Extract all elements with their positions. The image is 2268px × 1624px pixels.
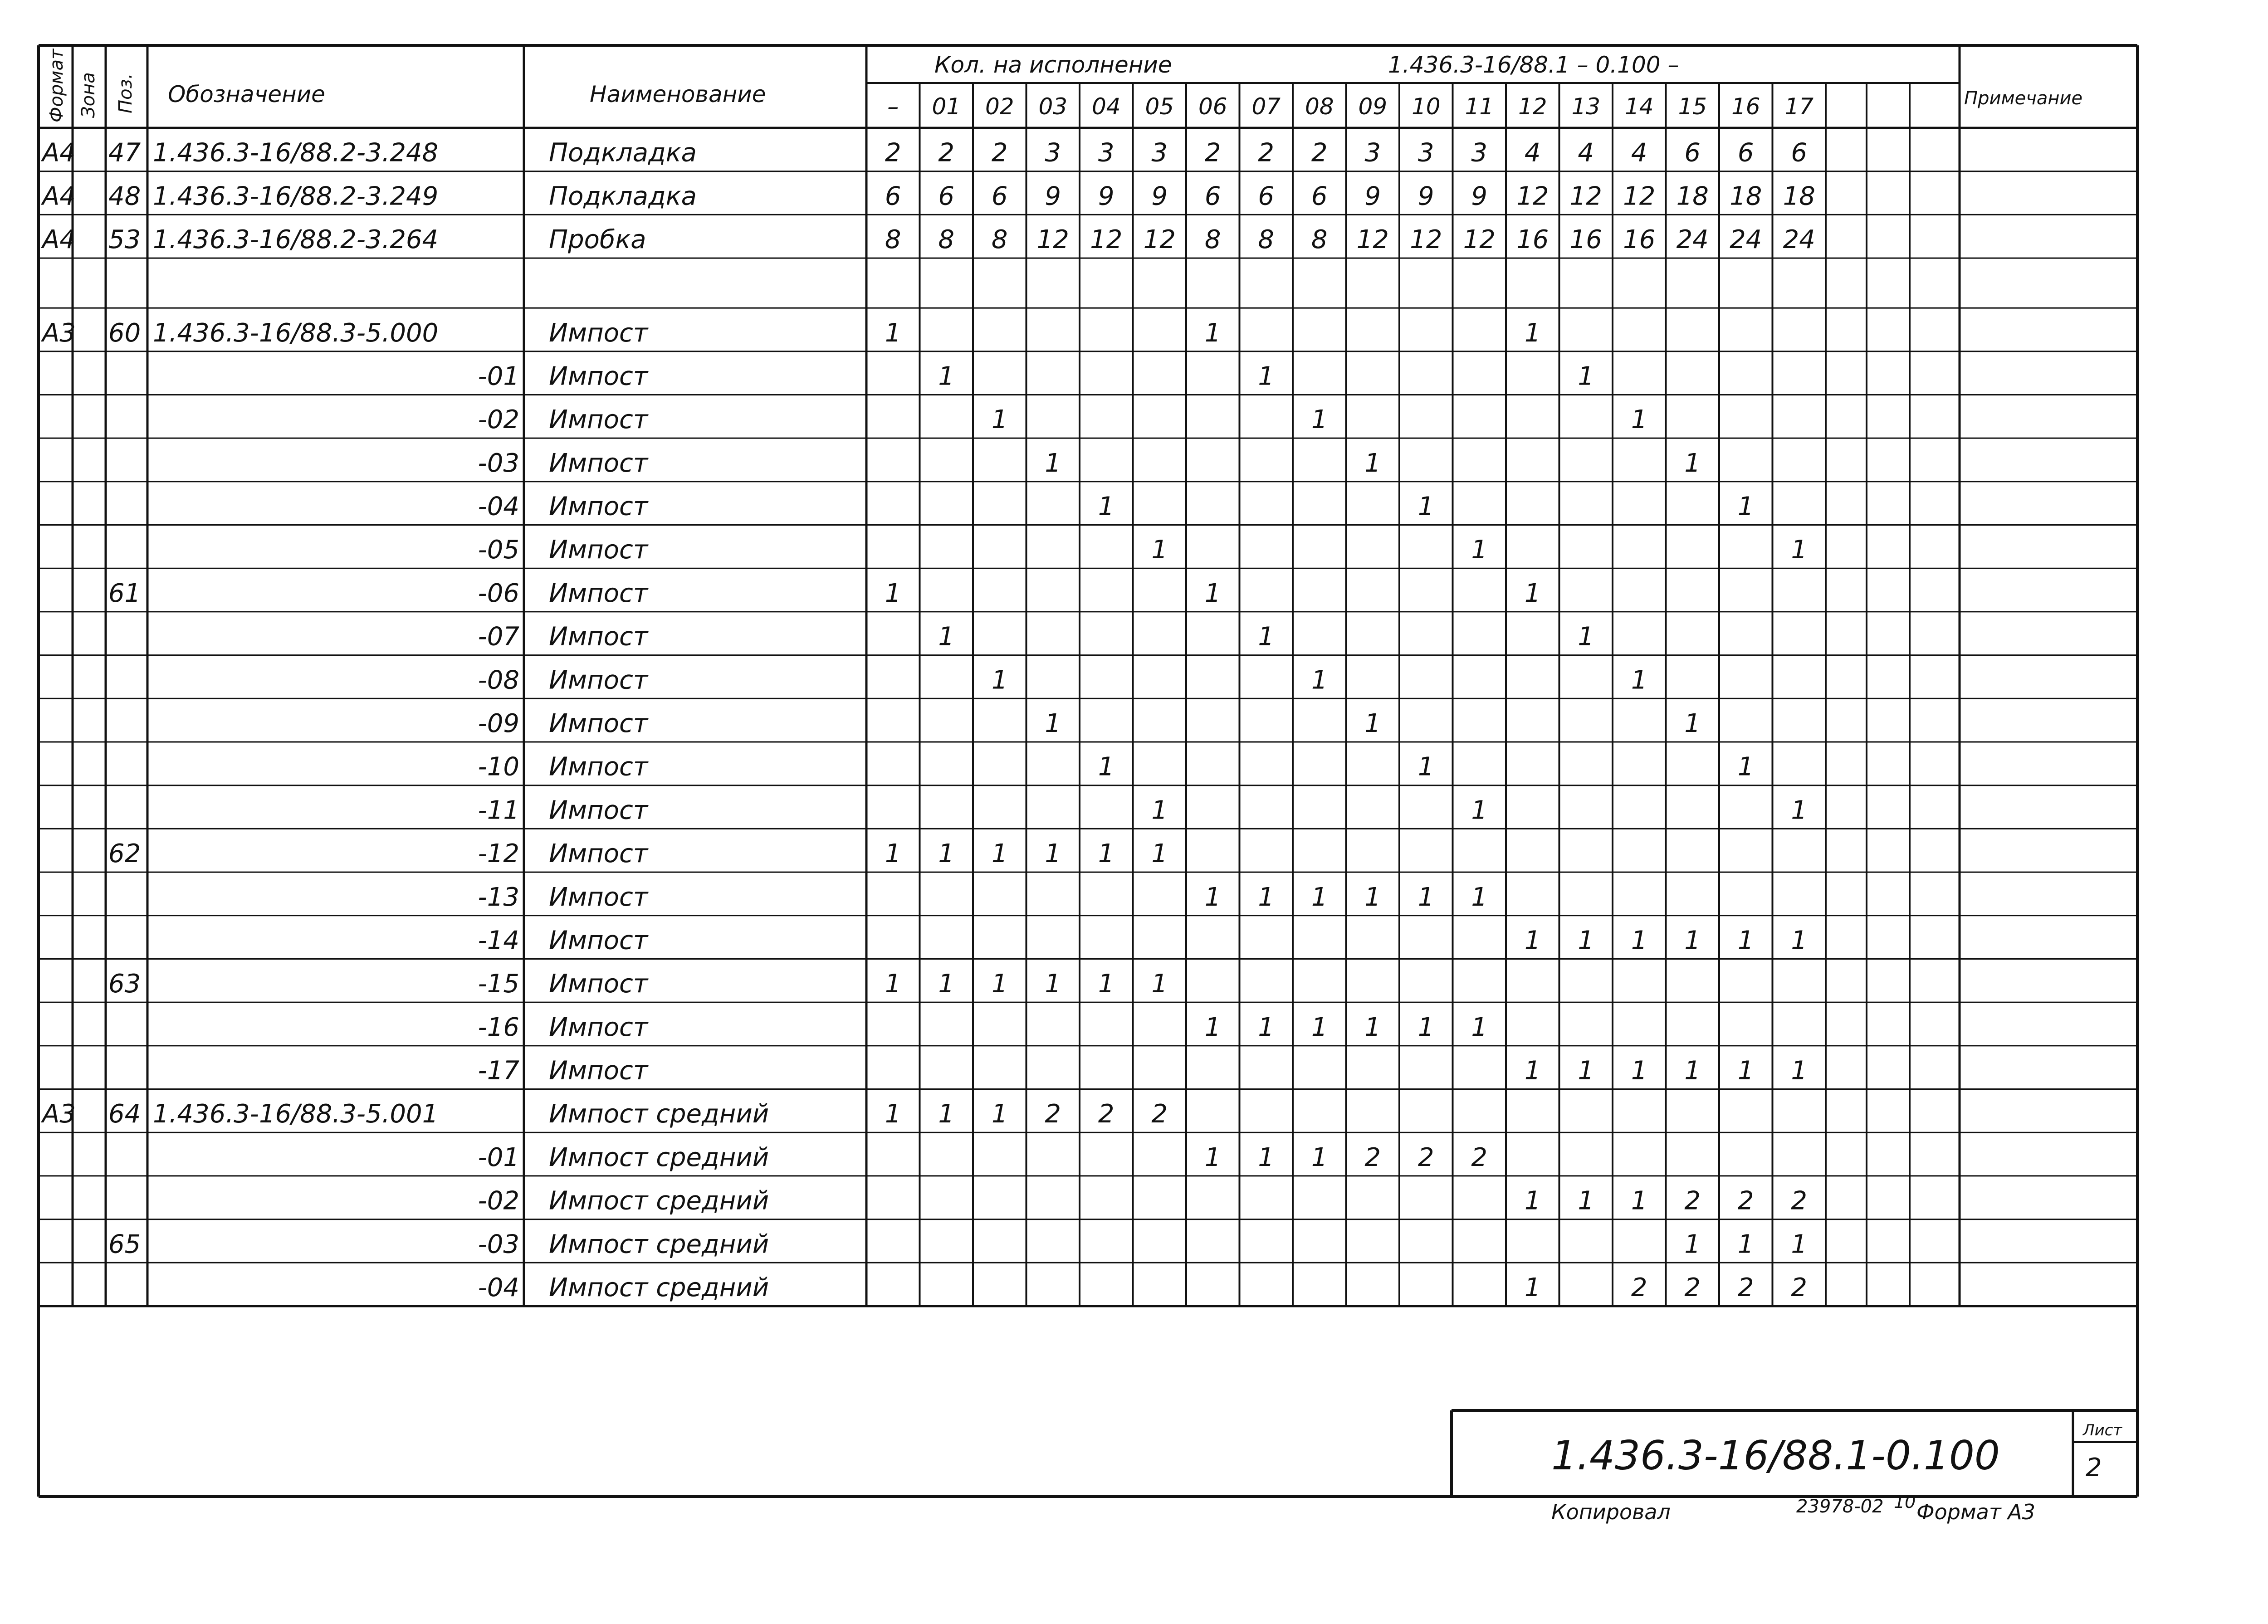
row-name: Импост	[549, 969, 648, 999]
row-qty-cell: 1	[885, 578, 901, 608]
row-designation: -03	[478, 448, 519, 478]
row-qty-cell: 9	[1364, 181, 1381, 211]
row-pos: 47	[108, 138, 141, 168]
row-qty-cell: 1	[1631, 405, 1647, 435]
row-pos: 48	[108, 181, 141, 211]
row-qty-cell: 1	[1471, 882, 1488, 912]
table-row	[478, 883, 1488, 912]
row-qty-cell: 1	[1578, 361, 1594, 391]
row-qty-cell: 24	[1676, 225, 1709, 255]
row-name: Импост	[549, 752, 648, 782]
row-qty-cell: 2	[1311, 138, 1328, 168]
row-qty-cell: 1	[1311, 665, 1328, 695]
table-row	[108, 839, 1168, 868]
row-designation: -15	[478, 969, 519, 999]
row-qty-cell: 9	[1098, 181, 1114, 211]
row-designation: -04	[478, 1273, 519, 1302]
row-designation: -07	[478, 622, 519, 652]
row-qty-cell: 1	[1098, 969, 1114, 999]
row-qty-cell: 1	[1098, 752, 1114, 782]
row-qty-cell: 1	[1684, 448, 1701, 478]
header-designation: Обозначение	[168, 81, 325, 107]
row-name: Импост средний	[549, 1229, 769, 1259]
row-name: Импост средний	[549, 1186, 769, 1216]
row-qty-cell: 1	[1631, 665, 1647, 695]
row-qty-cell: 2	[1364, 1142, 1381, 1172]
table-row	[478, 1013, 1488, 1042]
variant-header-3: 03	[1038, 93, 1068, 120]
row-name: Импост	[549, 1012, 648, 1042]
row-qty-cell: 1	[1204, 578, 1221, 608]
row-format: А4	[42, 181, 76, 211]
row-qty-cell: 1	[1578, 622, 1594, 652]
row-qty-cell: 1	[1151, 535, 1168, 565]
row-designation: -01	[478, 1142, 519, 1172]
row-name: Импост	[549, 926, 648, 956]
row-qty-cell: 1	[938, 361, 955, 391]
row-pos: 60	[108, 318, 141, 348]
row-name: Импост	[549, 665, 648, 695]
table-row	[478, 1056, 1808, 1086]
table-row	[478, 1186, 1808, 1216]
row-qty-cell: 4	[1631, 138, 1647, 168]
row-designation: -12	[478, 839, 519, 869]
row-qty-cell: 1	[991, 1099, 1008, 1129]
row-qty-cell: 2	[1045, 1099, 1061, 1129]
row-qty-cell: 1	[1578, 926, 1594, 956]
table-row	[478, 709, 1701, 738]
row-qty-cell: 6	[1311, 181, 1328, 211]
row-designation: 1.436.3-16/88.3-5.001	[153, 1099, 439, 1129]
row-qty-cell: 1	[1311, 1142, 1328, 1172]
row-pos: 62	[108, 839, 141, 869]
row-qty-cell: 12	[1569, 181, 1602, 211]
row-qty-cell: 1	[938, 622, 955, 652]
footer-order: 23978-02	[1796, 1496, 1884, 1517]
row-qty-cell: 1	[1737, 492, 1754, 522]
row-qty-cell: 2	[1684, 1186, 1701, 1216]
row-qty-cell: 8	[991, 225, 1008, 255]
table-row	[108, 579, 1541, 608]
row-qty-cell: 6	[938, 181, 955, 211]
row-qty-cell: 16	[1569, 225, 1602, 255]
row-qty-cell: 9	[1471, 181, 1488, 211]
row-qty-cell: 1	[885, 839, 901, 869]
row-designation: -14	[478, 926, 519, 956]
row-qty-cell: 1	[1418, 492, 1434, 522]
row-qty-cell: 1	[1045, 969, 1061, 999]
row-qty-cell: 8	[885, 225, 901, 255]
variant-header-15: 15	[1678, 93, 1707, 120]
row-qty-cell: 9	[1045, 181, 1061, 211]
variant-header-14: 14	[1624, 93, 1654, 120]
row-qty-cell: 1	[1578, 1186, 1594, 1216]
variant-header-16: 16	[1731, 93, 1760, 120]
row-qty-cell: 1	[1311, 1012, 1328, 1042]
row-qty-cell: 1	[991, 839, 1008, 869]
row-qty-cell: 1	[1471, 1012, 1488, 1042]
variant-header-9: 09	[1358, 93, 1388, 120]
table-row	[41, 181, 1815, 211]
row-designation: -02	[478, 1186, 519, 1216]
row-qty-cell: 6	[1684, 138, 1701, 168]
row-qty-cell: 3	[1418, 138, 1434, 168]
row-qty-cell: 1	[1737, 1229, 1754, 1259]
row-qty-cell: 6	[885, 181, 901, 211]
row-qty-cell: 12	[1356, 225, 1389, 255]
table-row	[478, 361, 1594, 391]
header-zone: Зона	[78, 72, 99, 118]
row-qty-cell: 1	[1791, 926, 1808, 956]
row-name: Импост	[549, 448, 648, 478]
row-qty-cell: 1	[1631, 1056, 1647, 1086]
variant-header-8: 08	[1305, 93, 1334, 120]
row-name: Импост	[549, 535, 648, 565]
row-qty-cell: 2	[991, 138, 1008, 168]
row-designation: -01	[478, 361, 519, 391]
table-row	[108, 969, 1168, 999]
row-name: Импост	[549, 709, 648, 738]
table-row	[41, 225, 1815, 254]
row-qty-cell: 1	[991, 405, 1008, 435]
row-designation: -16	[478, 1012, 519, 1042]
row-qty-cell: 1	[1045, 839, 1061, 869]
row-qty-cell: 1	[1258, 622, 1275, 652]
row-qty-cell: 1	[1471, 535, 1488, 565]
row-qty-cell: 2	[938, 138, 955, 168]
table-row	[478, 492, 1754, 522]
row-qty-cell: 18	[1783, 181, 1815, 211]
row-designation: -02	[478, 405, 519, 435]
row-qty-cell: 1	[938, 839, 955, 869]
table-row	[478, 535, 1808, 565]
row-qty-cell: 2	[885, 138, 901, 168]
row-qty-cell: 2	[1418, 1142, 1434, 1172]
row-qty-cell: 6	[1258, 181, 1275, 211]
row-qty-cell: 1	[938, 1099, 955, 1129]
row-name: Импост	[549, 1056, 648, 1086]
row-qty-cell: 6	[1791, 138, 1808, 168]
row-format: А3	[42, 318, 76, 348]
row-name: Импост средний	[549, 1099, 769, 1129]
row-qty-cell: 3	[1364, 138, 1381, 168]
row-qty-cell: 1	[1524, 926, 1541, 956]
row-designation: -13	[478, 882, 519, 912]
row-qty-cell: 1	[1684, 709, 1701, 738]
table-row	[478, 795, 1808, 825]
row-qty-cell: 1	[1524, 1186, 1541, 1216]
row-qty-cell: 1	[1204, 1012, 1221, 1042]
row-designation: -08	[478, 665, 519, 695]
table-row	[478, 665, 1647, 695]
row-qty-cell: 1	[1791, 795, 1808, 825]
table-row	[41, 1099, 1168, 1129]
row-name: Подкладка	[549, 138, 697, 168]
table-row	[478, 752, 1754, 782]
row-qty-cell: 1	[1737, 752, 1754, 782]
row-qty-cell: 1	[1098, 839, 1114, 869]
row-qty-cell: 12	[1090, 225, 1123, 255]
row-qty-cell: 3	[1471, 138, 1488, 168]
row-qty-cell: 2	[1791, 1273, 1808, 1302]
row-qty-cell: 1	[938, 969, 955, 999]
variant-header-7: 07	[1251, 93, 1281, 120]
row-qty-cell: 1	[1258, 882, 1275, 912]
row-qty-cell: 1	[1418, 1012, 1434, 1042]
row-qty-cell: 1	[1045, 709, 1061, 738]
row-qty-cell: 1	[1151, 795, 1168, 825]
table-row	[478, 926, 1808, 955]
row-qty-cell: 12	[1036, 225, 1069, 255]
row-designation: -09	[478, 709, 519, 738]
row-pos: 61	[108, 578, 141, 608]
row-qty-cell: 1	[1737, 926, 1754, 956]
row-qty-cell: 12	[1516, 181, 1549, 211]
table-row	[478, 1143, 1488, 1172]
row-qty-cell: 1	[1631, 1186, 1647, 1216]
row-qty-cell: 2	[1684, 1273, 1701, 1302]
row-qty-cell: 2	[1151, 1099, 1168, 1129]
row-qty-cell: 1	[1258, 1012, 1275, 1042]
row-qty-cell: 1	[1791, 535, 1808, 565]
row-qty-cell: 8	[1311, 225, 1328, 255]
row-qty-cell: 1	[1204, 1142, 1221, 1172]
row-qty-cell: 1	[1791, 1056, 1808, 1086]
row-designation: 1.436.3-16/88.2-3.264	[153, 225, 439, 255]
table-row	[41, 138, 1807, 168]
row-qty-cell: 12	[1623, 181, 1656, 211]
row-qty-cell: 18	[1730, 181, 1762, 211]
footer-format: Формат А3	[1916, 1500, 2035, 1524]
row-designation: -11	[478, 795, 519, 825]
row-qty-cell: 2	[1258, 138, 1275, 168]
table-row	[478, 405, 1647, 434]
row-name: Импост средний	[549, 1142, 769, 1172]
row-name: Импост	[549, 839, 648, 869]
row-qty-cell: 3	[1098, 138, 1114, 168]
row-designation: 1.436.3-16/88.3-5.000	[153, 318, 439, 348]
row-name: Импост	[549, 405, 648, 435]
row-qty-cell: 2	[1204, 138, 1221, 168]
table-row	[478, 1273, 1808, 1302]
row-designation: 1.436.3-16/88.2-3.248	[153, 138, 439, 168]
header-note: Примечание	[1964, 88, 2083, 109]
variant-header-6: 06	[1198, 93, 1227, 120]
row-qty-cell: 6	[991, 181, 1008, 211]
row-format: А4	[42, 225, 76, 255]
row-qty-cell: 1	[1418, 882, 1434, 912]
row-name: Пробка	[549, 225, 646, 255]
row-pos: 53	[108, 225, 141, 255]
row-qty-cell: 2	[1737, 1273, 1754, 1302]
row-qty-cell: 1	[885, 1099, 901, 1129]
variant-header-11: 11	[1465, 93, 1494, 120]
row-qty-cell: 12	[1410, 225, 1442, 255]
row-qty-cell: 12	[1463, 225, 1496, 255]
row-name: Импост средний	[549, 1273, 769, 1302]
row-pos: 64	[108, 1099, 141, 1129]
row-qty-cell: 16	[1516, 225, 1549, 255]
table-row	[41, 318, 1541, 348]
row-qty-cell: 1	[1204, 882, 1221, 912]
row-designation: 1.436.3-16/88.2-3.249	[153, 181, 439, 211]
row-name: Импост	[549, 578, 648, 608]
row-designation: -04	[478, 492, 519, 522]
row-qty-cell: 1	[1364, 882, 1381, 912]
row-qty-cell: 1	[1364, 448, 1381, 478]
row-qty-cell: 1	[1098, 492, 1114, 522]
row-qty-cell: 1	[1151, 969, 1168, 999]
variant-header-10: 10	[1411, 93, 1441, 120]
row-qty-cell: 1	[1524, 318, 1541, 348]
row-qty-cell: 12	[1143, 225, 1176, 255]
row-pos: 65	[108, 1229, 141, 1259]
row-qty-cell: 1	[1258, 361, 1275, 391]
row-qty-cell: 1	[1578, 1056, 1594, 1086]
row-designation: -17	[478, 1056, 519, 1086]
row-name: Импост	[549, 795, 648, 825]
header-pos: Поз.	[115, 73, 136, 113]
row-qty-cell: 18	[1676, 181, 1709, 211]
row-qty-cell: 2	[1791, 1186, 1808, 1216]
title-block-sheet-label: Лист	[2083, 1421, 2122, 1439]
row-qty-cell: 4	[1524, 138, 1541, 168]
title-block-doc-number: 1.436.3-16/88.1-0.100	[1551, 1432, 2000, 1479]
variant-header-12: 12	[1518, 93, 1547, 120]
row-qty-cell: 8	[1258, 225, 1275, 255]
row-qty-cell: 16	[1623, 225, 1656, 255]
row-qty-cell: 1	[1791, 1229, 1808, 1259]
row-qty-cell: 2	[1631, 1273, 1647, 1302]
row-qty-cell: 1	[991, 665, 1008, 695]
row-qty-cell: 24	[1730, 225, 1762, 255]
footer-num: 10	[1894, 1492, 1916, 1512]
row-name: Импост	[549, 361, 648, 391]
row-qty-cell: 9	[1151, 181, 1168, 211]
row-qty-cell: 6	[1737, 138, 1754, 168]
row-qty-cell: 1	[1737, 1056, 1754, 1086]
row-qty-cell: 1	[1151, 839, 1168, 869]
row-qty-cell: 24	[1783, 225, 1815, 255]
variant-header-1: 01	[932, 93, 961, 120]
row-name: Импост	[549, 882, 648, 912]
row-designation: -03	[478, 1229, 519, 1259]
variant-header-2: 02	[985, 93, 1014, 120]
variant-header-5: 05	[1145, 93, 1174, 120]
footer-copied: Копировал	[1551, 1500, 1671, 1524]
row-qty-cell: 1	[1364, 709, 1381, 738]
row-qty-cell: 1	[1684, 1229, 1701, 1259]
row-designation: -05	[478, 535, 519, 565]
row-qty-cell: 1	[1524, 578, 1541, 608]
row-qty-cell: 1	[1364, 1012, 1381, 1042]
row-format: А4	[42, 138, 76, 168]
row-qty-cell: 2	[1737, 1186, 1754, 1216]
table-row	[478, 622, 1594, 652]
row-qty-cell: 1	[1471, 795, 1488, 825]
row-designation: -06	[478, 578, 519, 608]
row-format: А3	[42, 1099, 76, 1129]
header-format: Формат	[46, 49, 67, 122]
row-qty-cell: 1	[1631, 926, 1647, 956]
variant-header-0: –	[887, 93, 899, 120]
row-qty-cell: 1	[885, 318, 901, 348]
row-qty-cell: 6	[1204, 181, 1221, 211]
row-qty-cell: 1	[1311, 405, 1328, 435]
row-qty-cell: 1	[1684, 1056, 1701, 1086]
row-qty-cell: 3	[1151, 138, 1168, 168]
row-qty-cell: 1	[1204, 318, 1221, 348]
header-qty-doc: 1.436.3-16/88.1 – 0.100 –	[1388, 52, 1679, 78]
row-name: Подкладка	[549, 181, 697, 211]
row-designation: -10	[478, 752, 519, 782]
row-qty-cell: 1	[1311, 882, 1328, 912]
row-pos: 63	[108, 969, 141, 999]
variant-header-4: 04	[1091, 93, 1121, 120]
table-row	[108, 1229, 1807, 1259]
row-name: Импост	[549, 622, 648, 652]
row-qty-cell: 3	[1045, 138, 1061, 168]
row-qty-cell: 9	[1418, 181, 1434, 211]
row-qty-cell: 1	[1524, 1273, 1541, 1302]
variant-header-17: 17	[1784, 93, 1814, 120]
row-qty-cell: 1	[1684, 926, 1701, 956]
row-qty-cell: 4	[1578, 138, 1594, 168]
row-qty-cell: 8	[1204, 225, 1221, 255]
header-qty-caption: Кол. на исполнение	[934, 52, 1172, 78]
title-block-sheet-number: 2	[2086, 1453, 2102, 1483]
row-qty-cell: 1	[885, 969, 901, 999]
row-name: Импост	[549, 492, 648, 522]
row-qty-cell: 1	[1524, 1056, 1541, 1086]
table-row	[478, 449, 1701, 478]
row-qty-cell: 1	[1045, 448, 1061, 478]
row-qty-cell: 2	[1471, 1142, 1488, 1172]
row-qty-cell: 2	[1098, 1099, 1114, 1129]
row-qty-cell: 8	[938, 225, 955, 255]
row-qty-cell: 1	[1418, 752, 1434, 782]
header-name: Наименование	[590, 81, 766, 107]
row-name: Импост	[549, 318, 648, 348]
row-qty-cell: 1	[991, 969, 1008, 999]
row-qty-cell: 1	[1258, 1142, 1275, 1172]
variant-header-13: 13	[1571, 93, 1601, 120]
